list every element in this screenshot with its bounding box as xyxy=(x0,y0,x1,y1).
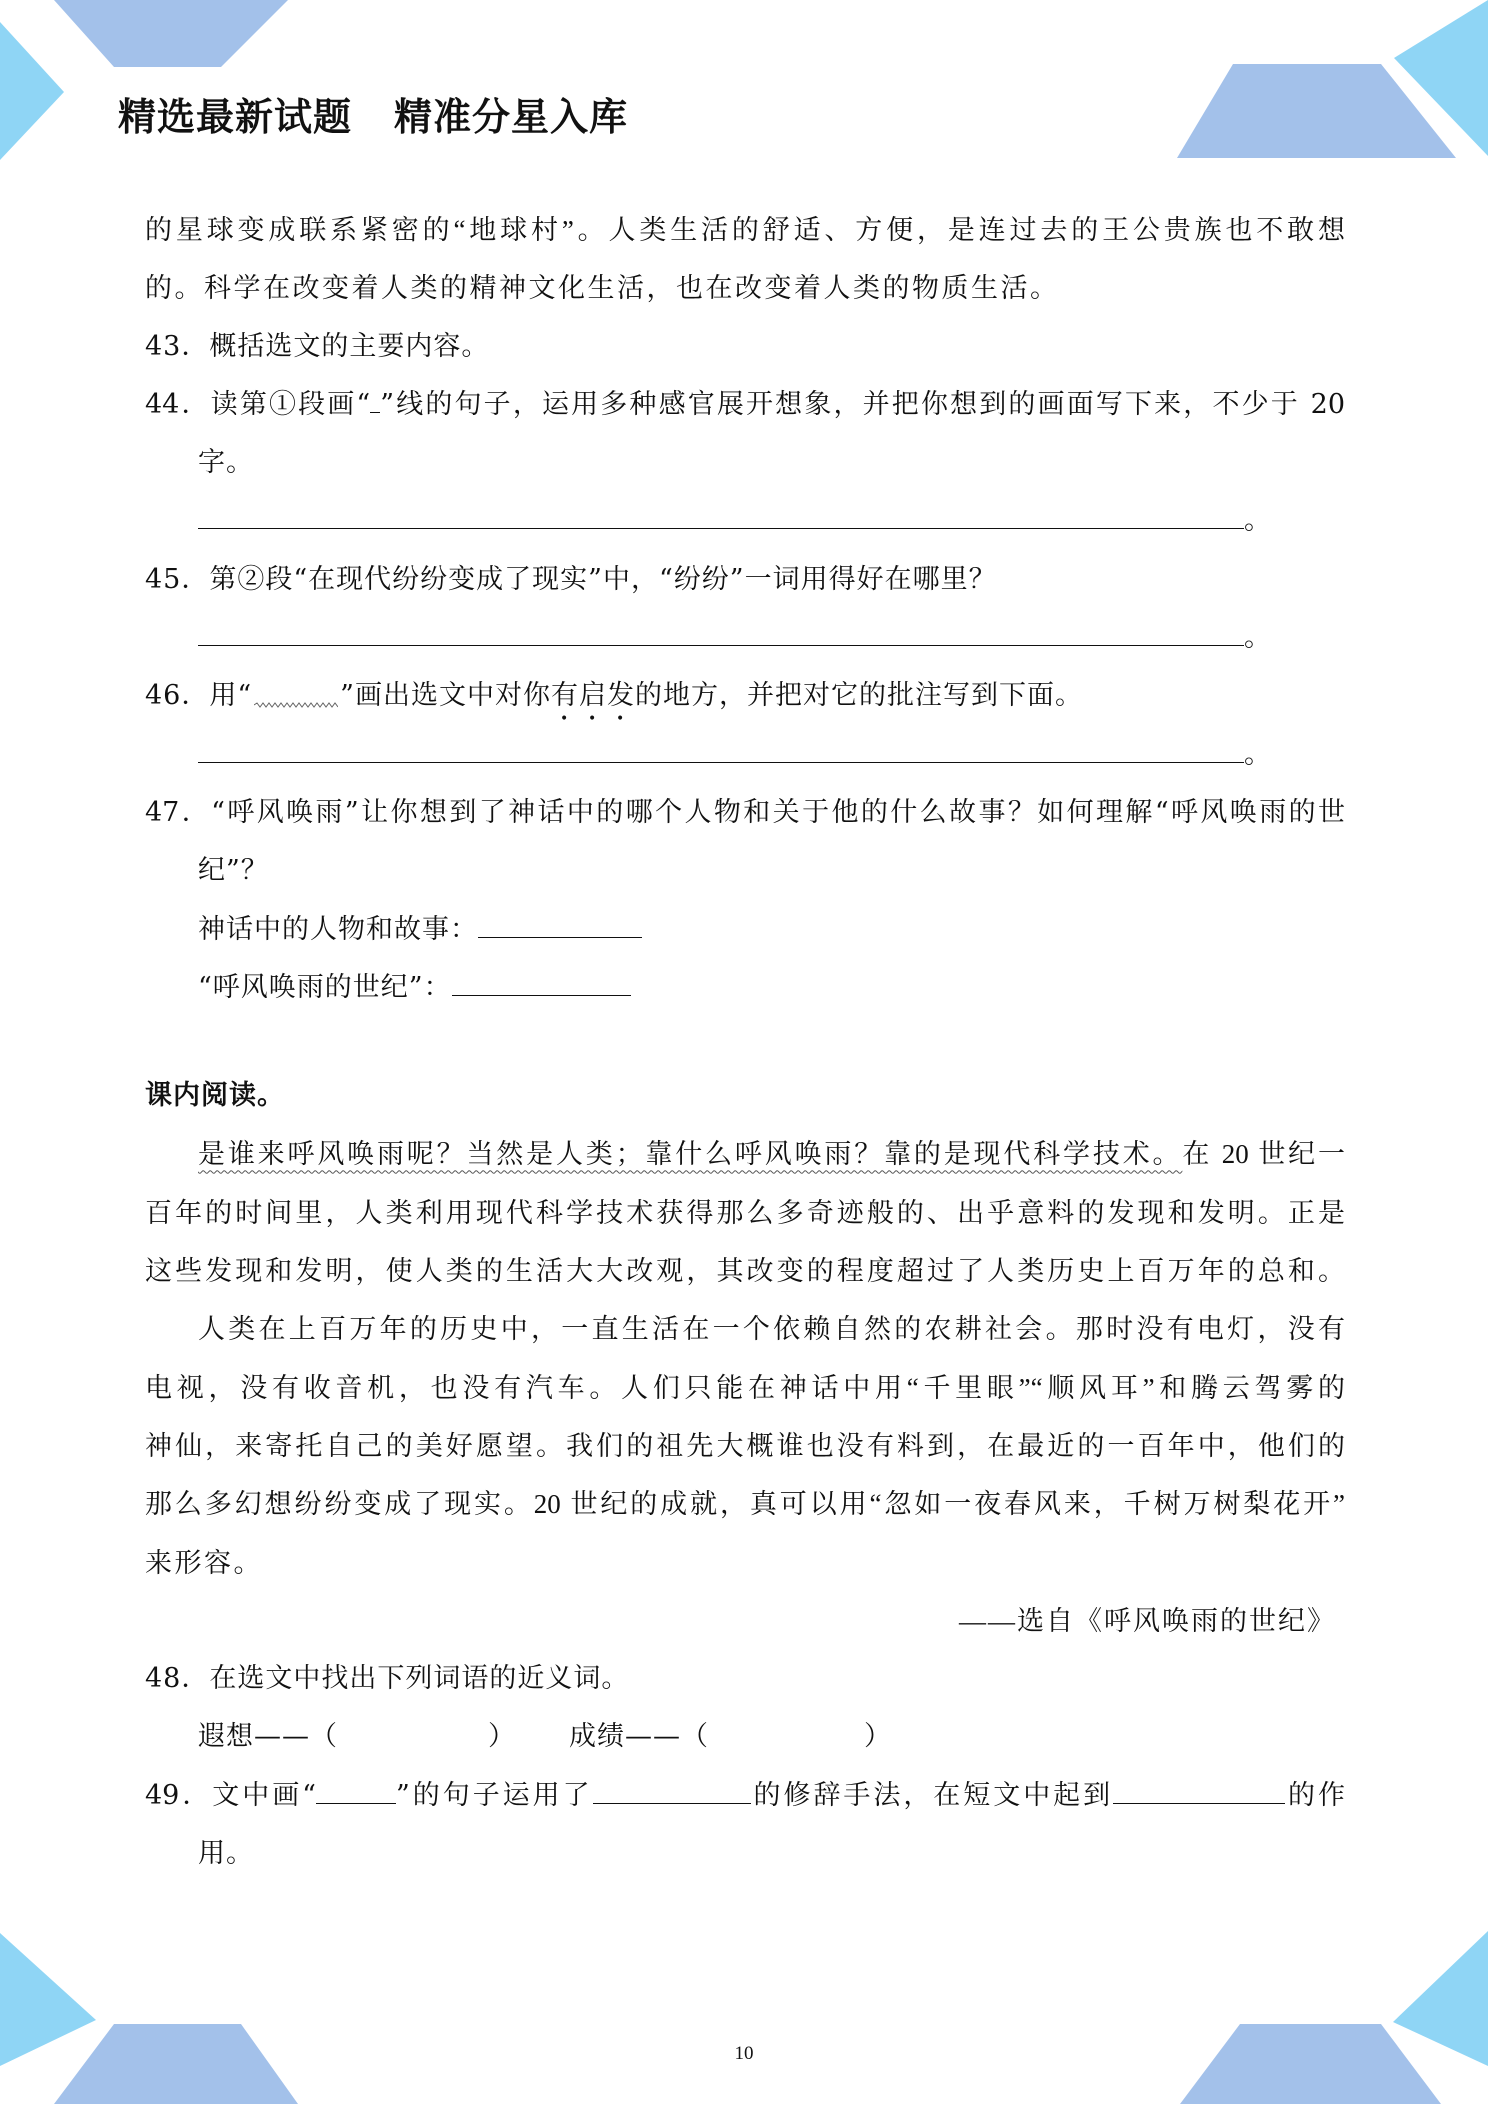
word-1-label: 遐想——（ xyxy=(198,1721,338,1753)
question-44-line-2: 字。 xyxy=(198,447,254,479)
question-48-answer-line xyxy=(145,1708,1345,1766)
underline-mark xyxy=(370,385,380,413)
century-prompt-label: “呼风唤雨的世纪”： xyxy=(198,971,452,1003)
reading-para-2-line-4: 那么多幻想纷纷变成了现实。20 世纪的成就，真可以用“忽如一夜春风来，千树万树梨花开” xyxy=(145,1489,1345,1520)
passage-end-line-1: 的星球变成联系紧密的“地球村”。人类生活的舒适、方便，是连过去的王公贵族也不敢想 xyxy=(145,215,1345,245)
question-48 xyxy=(145,1650,1345,1708)
answer-blank xyxy=(198,735,1244,763)
paren-close: ） xyxy=(864,1721,892,1753)
answer-blank xyxy=(1113,1776,1285,1804)
question-47-century-prompt xyxy=(145,959,1345,1017)
question-text-part-1: 文中画“ xyxy=(212,1779,316,1811)
question-text-before: 读第①段画“ xyxy=(210,388,371,420)
paren-close: ） xyxy=(488,1721,516,1753)
spacer xyxy=(516,1718,569,1745)
question-number: 48． xyxy=(145,1663,210,1695)
question-text-part-4: 的作 xyxy=(1285,1779,1345,1811)
question-number: 45． xyxy=(145,563,210,595)
question-45 xyxy=(145,551,1345,609)
answer-space xyxy=(709,1718,864,1745)
page-header xyxy=(118,96,628,140)
answer-blank xyxy=(593,1776,751,1804)
answer-period: 。 xyxy=(1244,622,1272,654)
header-title-right: 精准分星入库 xyxy=(394,97,629,139)
answer-period: 。 xyxy=(1244,738,1272,770)
question-46 xyxy=(145,667,1345,725)
reading-source: ——选自《呼风唤雨的世纪》 xyxy=(959,1605,1336,1636)
question-43 xyxy=(145,318,1345,376)
question-46-answer-line xyxy=(145,726,1345,784)
top-left-trapezoid xyxy=(54,0,288,67)
reading-para-1-line-3: 这些发现和发明，使人类的生活大大改观，其改变的程度超过了人类历史上百万年的总和。 xyxy=(145,1256,1345,1287)
answer-period: 。 xyxy=(1244,505,1272,537)
top-left-triangle xyxy=(0,22,64,160)
wavy-underlined-sentence: 是谁来呼风唤雨呢？当然是人类；靠什么呼风唤雨？靠的是现代科学技术。 xyxy=(198,1139,1183,1170)
answer-space xyxy=(338,1718,488,1745)
question-number: 47． xyxy=(145,796,212,828)
question-45-answer-line xyxy=(145,609,1345,667)
reading-para-1-line-1 xyxy=(145,1125,1345,1183)
question-47-line-1 xyxy=(145,784,1345,842)
header-title-left: 精选最新试题 xyxy=(118,97,353,139)
question-number: 49． xyxy=(145,1779,213,1811)
underline-mark xyxy=(316,1776,396,1804)
question-number: 44． xyxy=(145,388,211,420)
question-number: 43． xyxy=(145,330,210,362)
question-49-line-2: 用。 xyxy=(198,1838,254,1870)
question-49-line-1 xyxy=(145,1767,1345,1825)
question-text: 概括选文的主要内容。 xyxy=(209,330,490,362)
story-prompt-label: 神话中的人物和故事： xyxy=(198,913,478,945)
question-text-part-3: 的修辞手法，在短文中起到 xyxy=(750,1779,1114,1811)
reading-para-1-line-2: 百年的时间里，人类利用现代科学技术获得那么多奇迹般的、出乎意料的发现和发明。正是 xyxy=(145,1197,1345,1228)
question-number: 46． xyxy=(145,680,210,712)
question-text-after: 的地方，并把对它的批注写到下面。 xyxy=(634,680,1083,712)
reading-section-heading: 课内阅读。 xyxy=(145,1080,285,1112)
page-content xyxy=(145,201,1345,1883)
passage-end-line-2: 的。科学在改变着人类的精神文化生活，也在改变着人类的物质生活。 xyxy=(145,273,1060,304)
question-47-story-prompt xyxy=(145,901,1345,959)
wavy-line-icon xyxy=(254,701,338,711)
question-44-line-1 xyxy=(145,376,1345,434)
question-text-middle: ”画出选文中对你 xyxy=(340,680,551,712)
question-text: 第②段“在现代纷纷变成了现实”中，“纷纷”一词用得好在哪里？ xyxy=(209,563,997,595)
reading-para-2-line-3: 神仙，来寄托自己的美好愿望。我们的祖先大概谁也没有料到，在最近的一百年中，他们的 xyxy=(145,1430,1345,1461)
question-text-part-2: ”的句子运用了 xyxy=(396,1779,593,1811)
answer-blank xyxy=(452,968,631,996)
question-44-answer-line xyxy=(145,492,1345,550)
reading-para-2-line-5: 来形容。 xyxy=(145,1547,263,1578)
section-spacer xyxy=(145,1017,1345,1067)
answer-blank xyxy=(478,910,642,938)
reading-para-2-line-1: 人类在上百万年的历史中，一直生活在一个依赖自然的农耕社会。那时没有电灯，没有 xyxy=(198,1314,1345,1345)
word-2-label: 成绩——（ xyxy=(569,1721,709,1753)
answer-blank xyxy=(198,501,1244,529)
reading-para-2-line-2: 电视，没有收音机，也没有汽车。人们只能在神话中用“千里眼”“顺风耳”和腾云驾雾的 xyxy=(145,1372,1345,1403)
page-number: 10 xyxy=(734,2043,754,2064)
question-text: 在选文中找出下列词语的近义词。 xyxy=(209,1663,630,1695)
question-text: “呼风唤雨”让你想到了神话中的哪个人物和关于他的什么故事？如何理解“呼风唤雨的世 xyxy=(211,796,1345,828)
wavy-line-mark xyxy=(254,701,338,711)
question-47-line-2: 纪”？ xyxy=(198,855,269,887)
answer-blank xyxy=(198,618,1244,646)
question-text-after: ”线的句子，运用多种感官展开想象，并把你想到的画面写下来，不少于 20 xyxy=(380,388,1345,420)
reading-text: 在 20 世纪一 xyxy=(1182,1139,1345,1170)
question-text-before: 用“ xyxy=(209,680,253,712)
emphasized-text: 有启发 xyxy=(550,680,635,712)
